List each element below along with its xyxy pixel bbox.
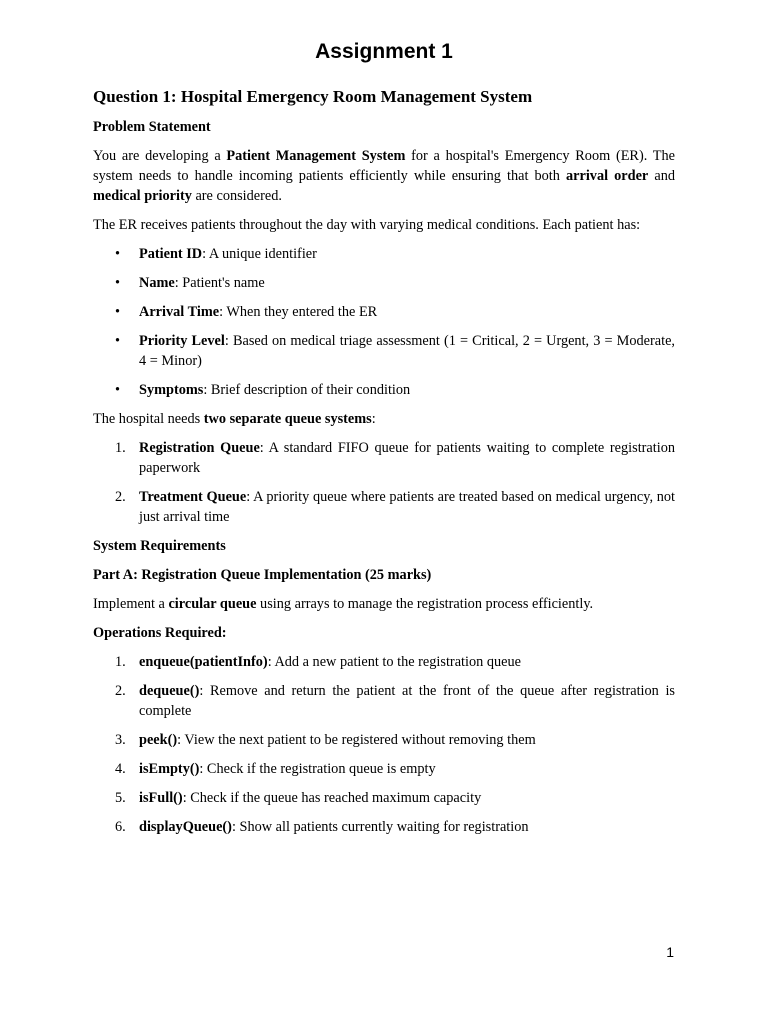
intro-paragraph: You are developing a Patient Management System for a hospital's Emergency Room (ER). The system needs to handle incoming patients efficiently while ensuring that both arrival order and medical priority are considered.: [93, 148, 675, 204]
list-item: 3. peek(): View the next patient to be registered without removing them: [115, 732, 536, 748]
list-item: 4. isEmpty(): Check if the registration queue is empty: [115, 761, 436, 777]
patient-intro-paragraph: The ER receives patients throughout the day with varying medical conditions. Each patient has:: [93, 217, 641, 233]
list-item: 1. Registration Queue: A standard FIFO queue for patients waiting to complete registration paperwork: [115, 440, 676, 476]
system-requirements-heading: System Requirements: [93, 538, 226, 554]
list-item: • Arrival Time: When they entered the ER: [93, 302, 675, 322]
attribute-list: [93, 244, 675, 400]
page-number: 1: [666, 944, 674, 960]
content: [93, 86, 675, 846]
problem-heading: Problem Statement: [93, 119, 211, 135]
list-item: 1. enqueue(patientInfo): Add a new patient to the registration queue: [115, 654, 521, 670]
implement-paragraph: Implement a circular queue using arrays to manage the registration process efficiently.: [93, 596, 594, 612]
list-item: • Patient ID: A unique identifier: [93, 244, 675, 264]
operations-heading: Operations Required:: [93, 625, 227, 641]
list-item: • Name: Patient's name: [93, 273, 675, 293]
question-title: Question 1: Hospital Emergency Room Management System: [93, 87, 533, 106]
list-item: • Symptoms: Brief description of their condition: [93, 380, 675, 400]
list-item: • Priority Level: Based on medical triage assessment (1 = Critical, 2 = Urgent, 3 = Moderate, 4 = Minor): [93, 331, 675, 371]
part-a-heading: Part A: Registration Queue Implementation (25 marks): [93, 567, 432, 583]
queues-intro: The hospital needs two separate queue systems:: [93, 411, 376, 427]
list-item: 2. dequeue(): Remove and return the patient at the front of the queue after registration is complete: [115, 683, 675, 719]
page-title: Assignment 1: [315, 40, 453, 63]
list-item: 2. Treatment Queue: A priority queue where patients are treated based on medical urgency, not just arrival time: [115, 489, 676, 525]
list-item: 6. displayQueue(): Show all patients currently waiting for registration: [115, 819, 529, 835]
queue-list: [93, 438, 675, 527]
operations-list: [93, 652, 675, 837]
list-item: 5. isFull(): Check if the queue has reached maximum capacity: [115, 790, 482, 806]
